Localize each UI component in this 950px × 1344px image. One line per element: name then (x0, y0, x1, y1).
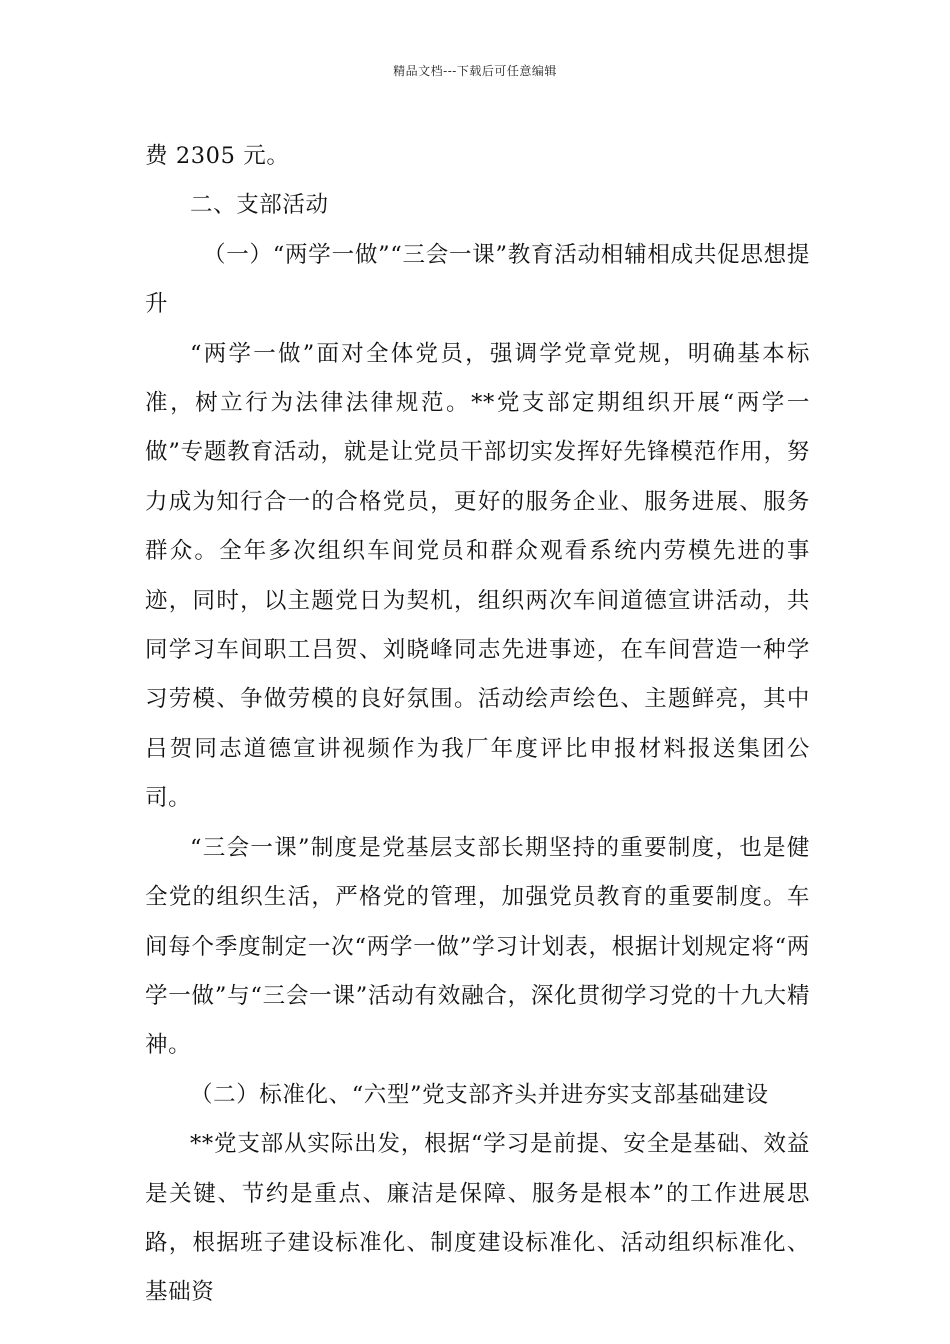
subsection-heading: （一）“两学一做”“三会一课”教育活动相辅相成共促思想提升 (145, 241, 810, 318)
paragraph: “两学一做”面对全体党员，强调学党章党规，明确基本标准，树立行为法律法律规范。**党支部定期组织开展“两学一做”专题教育活动，就是让党员干部切实发挥好先锋模范作用，努力成为知行合一的合格党员，更好的服务企业、服务进展、服务群众。全年多次组织车间党员和群众观看系统内劳模先进的事迹，同时，以主题党日为契机，组织两次车间道德宣讲活动，共同学习车间职工吕贺、刘晓峰同志先进事迹，在车间营造一种学习劳模、争做劳模的良好氛围。活动绘声绘色、主题鲜亮，其中吕贺同志道德宣讲视频作为我厂年度评比申报材料报送集团公司。 (145, 340, 810, 812)
page-header: 精品文档---下载后可任意编辑 (393, 64, 557, 78)
paragraph: **党支部从实际出发，根据“学习是前提、安全是基础、效益是关键、节约是重点、廉洁是保障、服务是根本”的工作进展思路，根据班子建设标准化、制度建设标准化、活动组织标准化、基础资 (145, 1131, 810, 1306)
section-heading: 二、支部活动 (190, 192, 329, 219)
paragraph-continuation: 费 2305 元。 (145, 143, 290, 169)
document-body (145, 132, 810, 1318)
subsection-heading: （二）标准化、“六型”党支部齐头并进夯实支部基础建设 (190, 1081, 769, 1108)
paragraph: “三会一课”制度是党基层支部长期坚持的重要制度，也是健全党的组织生活，严格党的管理，加强党员教育的重要制度。车间每个季度制定一次“两学一做”学习计划表，根据计划规定将“两学一做”与“三会一课”活动有效融合，深化贯彻学习党的十九大精神。 (145, 834, 810, 1059)
